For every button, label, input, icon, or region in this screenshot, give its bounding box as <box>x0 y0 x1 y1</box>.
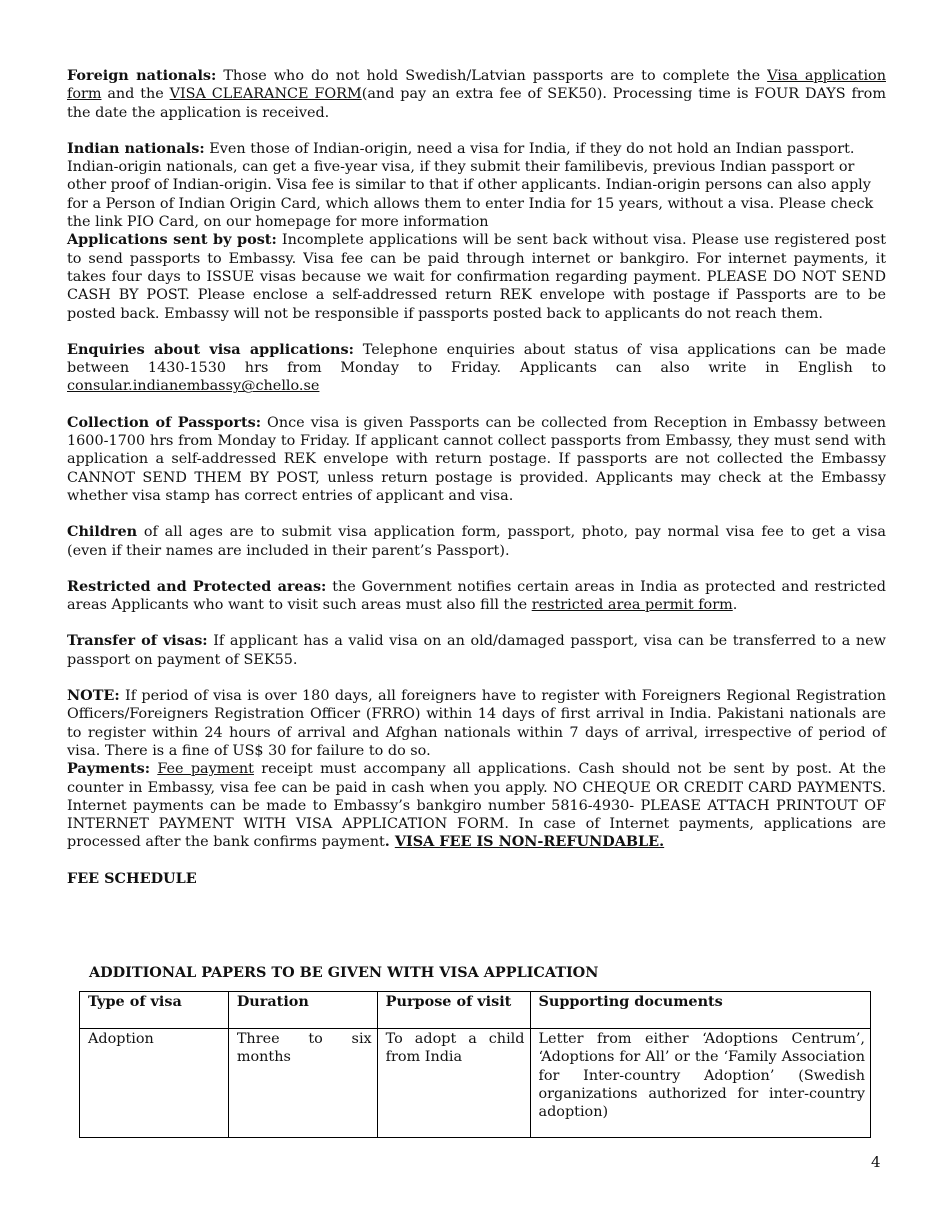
applications-by-post-label: Applications sent by post: <box>67 231 277 249</box>
text-span: the Government notifies certain areas in India as protected and restricted areas Applicants who want to visit such areas must also fill the <box>67 578 886 614</box>
text-span: receipt must accompany all applications. Cash should not be sent by post. At the counter in Embassy, visa fee can be paid in cash when you apply. NO CHEQUE OR CREDIT CARD PAYMENTS. Internet payments can be made to Embassy’s bankgiro number 5816-4930- PLEASE ATTACH PRINTOUT OF INTERNET PAYMENT WITH VISA APPLICATION FORM. In case of Internet payments, applications are processed after the bank confirms payment <box>67 761 886 851</box>
visa-application-form-link[interactable]: Visa application form <box>67 68 886 103</box>
enquiries-paragraph <box>67 341 886 396</box>
transfer-paragraph <box>67 632 886 669</box>
restricted-areas-label: Restricted and Protected areas: <box>67 577 327 595</box>
text-span: Incomplete applications will be sent back without visa. Please use registered post to send passports to Embassy. Visa fee can be paid through internet or bankgiro. For internet payments, it takes four days to ISSUE visas because we wait for confirmation regarding payment. PLEASE DO NOT SEND CASH BY POST. Please enclose a self-addressed return REK envelope with postage if Passports are to be posted back. Embassy will not be responsible if passports posted back to applicants do not reach them. <box>67 232 886 322</box>
text-span: Those who do not hold Swedish/Latvian passports are to complete the <box>216 68 768 84</box>
collection-label: Collection of Passports: <box>67 413 262 431</box>
consular-email-link[interactable]: consular.indianembassy@chello.se <box>67 378 320 395</box>
text-span: of all ages are to submit visa application form, passport, photo, pay normal visa fee to get a visa (even if their names are included in their parent’s Passport). <box>67 524 886 559</box>
header-purpose: Purpose of visit <box>377 992 530 1029</box>
children-paragraph <box>67 523 886 560</box>
collection-paragraph <box>67 414 886 505</box>
fee-payment-link[interactable]: Fee payment <box>157 761 254 778</box>
text-span: Once visa is given Passports can be collected from Reception in Embassy between 1600-1700 hrs from Monday to Friday. If applicant cannot collect passports from Embassy, they must send with application a self-addressed REK envelope with return postage. If passports are not collected the Embassy CANNOT SEND THEM BY POST, unless return postage is provided. Applicants may check at the Embassy whether visa stamp has correct entries of applicant and visa. <box>67 414 887 504</box>
note-paragraph <box>67 687 886 760</box>
enquiries-label: Enquiries about visa applications: <box>67 340 354 358</box>
visa-requirements-table <box>79 991 871 1138</box>
header-type-of-visa: Type of visa <box>80 992 229 1029</box>
page-number: 4 <box>871 1153 881 1171</box>
text-span: Even those of Indian-origin, need a visa for India, if they do not hold an Indian passport. Indian-origin nationals, can get a five-year visa, if they submit their familibevis, previous Indian passport or other proof of Indian-origin. Visa fee is similar to that if other applicants. Indian-origin persons can also apply for a Person of Indian Origin Card, which allows them to enter India for 15 years, without a visa. Please check the link PIO Card, on our homepage for more information <box>67 140 874 231</box>
transfer-label: Transfer of visas: <box>67 632 208 650</box>
children-label: Children <box>67 523 138 541</box>
indian-nationals-paragraph <box>67 140 886 231</box>
payments-label: Payments: <box>67 760 151 778</box>
non-refundable-notice: VISA FEE IS NON-REFUNDABLE. <box>394 833 665 851</box>
header-supporting-documents: Supporting documents <box>530 992 871 1029</box>
indian-nationals-label: Indian nationals: <box>67 139 205 157</box>
cell-supporting-documents: Letter from either ‘Adoptions Centrum’, ‘Adoptions for All’ or the ‘Family Association for Inter-country Adoption’ (Swedish organizations authorized for inter-country adoption) <box>530 1029 871 1138</box>
restricted-areas-paragraph <box>67 578 886 615</box>
cell-duration: Three to six months <box>228 1029 377 1138</box>
foreign-nationals-paragraph <box>67 67 886 122</box>
fee-schedule-heading: FEE SCHEDULE <box>67 869 197 887</box>
text-span: . <box>384 833 390 851</box>
header-duration: Duration <box>228 992 377 1029</box>
note-label: NOTE: <box>67 687 120 705</box>
table-row <box>80 1029 871 1138</box>
foreign-nationals-label: Foreign nationals: <box>67 67 217 84</box>
table-header-row <box>80 992 871 1029</box>
text-span: and the <box>101 86 170 103</box>
cell-purpose: To adopt a child from India <box>377 1029 530 1138</box>
text-span: Telephone enquiries about status of visa applications can be made between 1430-1530 hrs from Monday to Friday. Applicants can also write in English to <box>67 341 886 377</box>
restricted-area-permit-link[interactable]: restricted area permit form <box>531 597 733 614</box>
visa-clearance-form-link[interactable]: VISA CLEARANCE FORM <box>169 86 362 103</box>
text-span: . <box>732 597 738 614</box>
applications-by-post-paragraph <box>67 231 886 322</box>
payments-paragraph <box>67 760 886 851</box>
text-span: If period of visa is over 180 days, all foreigners have to register with Foreigners Regional Registration Officers/Foreigners Registration Officer (FRRO) within 14 days of first arrival in India. Pakistani nationals are to register within 24 hours of arrival and Afghan nationals within 7 days of arrival, irrespective of period of visa. There is a fine of US$ 30 for failure to do so. <box>67 688 886 759</box>
cell-type-of-visa: Adoption <box>80 1029 229 1138</box>
text-span: (and pay an extra fee of SEK50). Processing time is FOUR DAYS from the date the application is received. <box>67 86 886 121</box>
document-body <box>67 67 886 888</box>
additional-papers-heading: ADDITIONAL PAPERS TO BE GIVEN WITH VISA APPLICATION <box>89 964 599 981</box>
text-span: If applicant has a valid visa on an old/damaged passport, visa can be transferred to a new passport on payment of SEK55. <box>67 633 887 668</box>
